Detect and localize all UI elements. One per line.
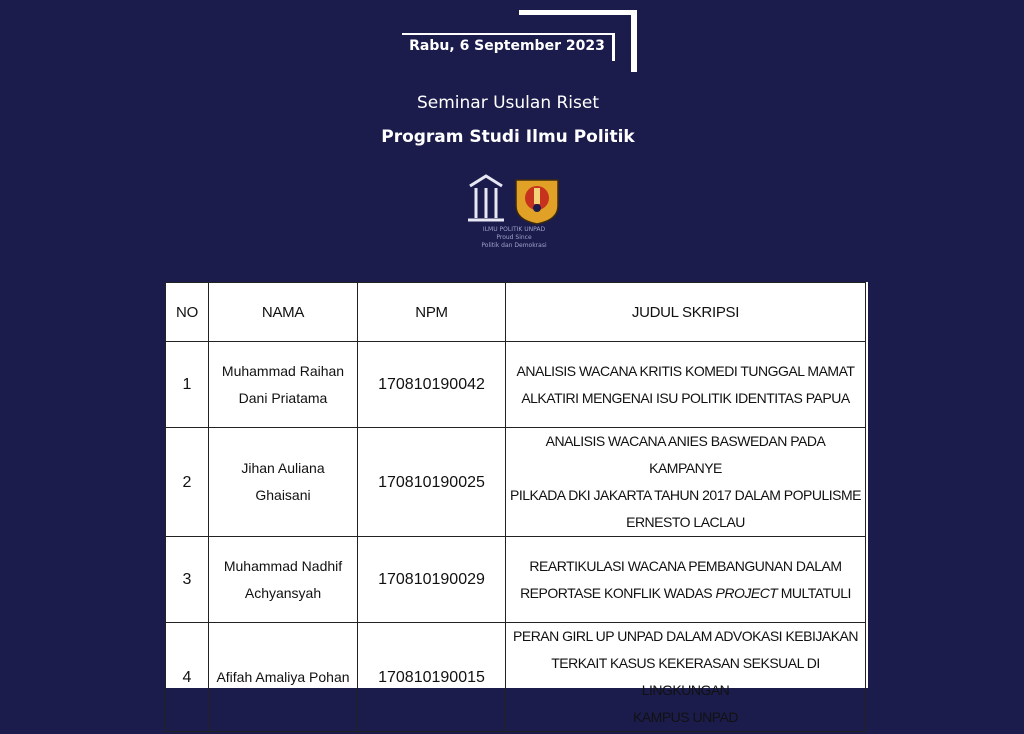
decorative-frame-right bbox=[631, 10, 637, 72]
table-row bbox=[166, 623, 866, 732]
logo-caption: ILMU POLITIK UNPAD Proud Since Politik dan Demokrasi bbox=[481, 226, 547, 249]
table-header-row bbox=[166, 283, 866, 342]
row-npm: 170810190042 bbox=[358, 342, 506, 428]
row-npm: 170810190015 bbox=[358, 623, 506, 732]
event-subtitle: Seminar Usulan Riset bbox=[416, 93, 600, 113]
row-no: 3 bbox=[166, 537, 209, 623]
header-npm: NPM bbox=[358, 283, 506, 342]
header-no: NO bbox=[166, 283, 209, 342]
row-no: 1 bbox=[166, 342, 209, 428]
row-nama: Afifah Amaliya Pohan bbox=[209, 623, 358, 732]
row-npm: 170810190025 bbox=[358, 428, 506, 537]
row-npm: 170810190029 bbox=[358, 537, 506, 623]
italic-project-word: PROJECT bbox=[715, 584, 778, 601]
department-logo-icon bbox=[458, 172, 570, 226]
row-judul: ANALISIS WACANA KRITIS KOMEDI TUNGGAL MAMAT ALKATIRI MENGENAI ISU POLITIK IDENTITAS PAPUA bbox=[506, 342, 866, 428]
table-row bbox=[166, 428, 866, 537]
row-judul: ANALISIS WACANA ANIES BASWEDAN PADA KAMPANYE PILKADA DKI JAKARTA TAHUN 2017 DALAM POPULISME ERNESTO LACLAU bbox=[506, 428, 866, 537]
header-nama: NAMA bbox=[209, 283, 358, 342]
university-seal-icon bbox=[516, 180, 558, 224]
row-no: 4 bbox=[166, 623, 209, 732]
table-row bbox=[166, 342, 866, 428]
row-nama: Muhammad Nadhif Achyansyah bbox=[209, 537, 358, 623]
row-no: 2 bbox=[166, 428, 209, 537]
logo-group bbox=[458, 172, 570, 258]
row-nama: Muhammad Raihan Dani Priatama bbox=[209, 342, 358, 428]
header-judul: JUDUL SKRIPSI bbox=[506, 283, 866, 342]
decorative-frame-top bbox=[519, 10, 637, 15]
event-date: Rabu, 6 September 2023 bbox=[409, 38, 605, 54]
date-tick-mark bbox=[612, 33, 615, 61]
row-judul: PERAN GIRL UP UNPAD DALAM ADVOKASI KEBIJAKAN TERKAIT KASUS KEKERASAN SEKSUAL DI LINGKUNGAN KAMPUS UNPAD bbox=[506, 623, 866, 732]
program-title: Program Studi Ilmu Politik bbox=[381, 127, 635, 147]
thesis-table-panel bbox=[165, 282, 868, 725]
thesis-table bbox=[165, 282, 866, 732]
row-judul: REARTIKULASI WACANA PEMBANGUNAN DALAM REPORTASE KONFLIK WADAS PROJECT MULTATULI bbox=[506, 537, 866, 623]
table-row bbox=[166, 537, 866, 623]
row-nama: Jihan Auliana Ghaisani bbox=[209, 428, 358, 537]
date-underline bbox=[402, 33, 614, 35]
